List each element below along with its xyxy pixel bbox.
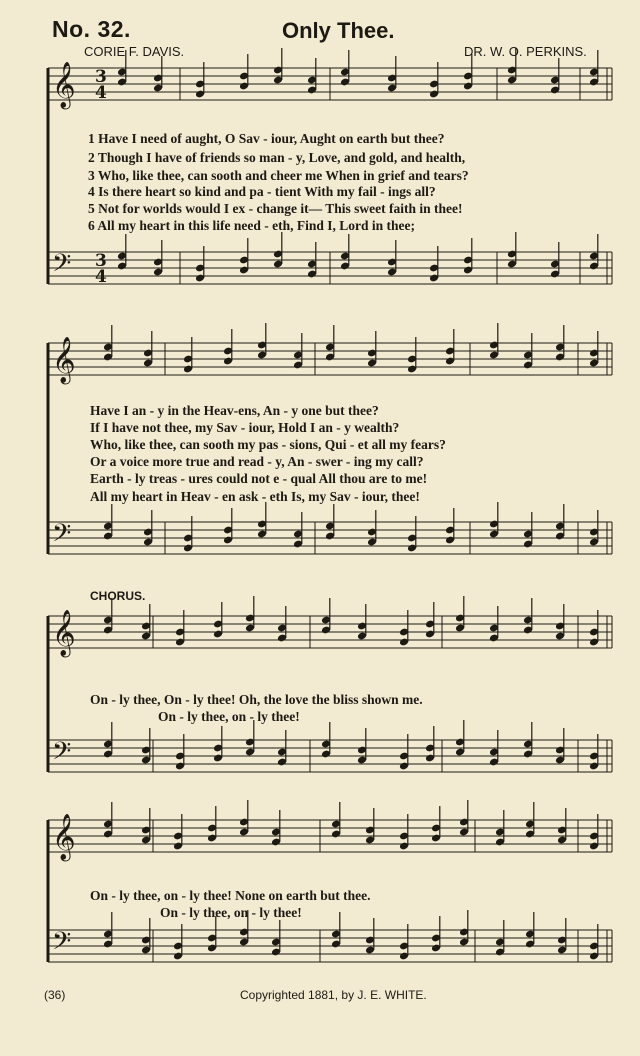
bass-staff (48, 249, 612, 284)
treble-notes (103, 800, 599, 850)
verse-line: If I have not thee, my Sav - iour, Hold I an - y wealth? (90, 420, 400, 435)
chorus-lyric-upper: On - ly thee, On - ly thee! Oh, the love the bliss shown me. (90, 692, 423, 707)
treble-clef-icon: 𝄞 (52, 814, 76, 860)
verse-line: Or a voice more true and read - y, An - swer - ing my call? (90, 454, 424, 469)
page-number: (36) (44, 988, 66, 1002)
verse-line: Who, like thee, can sooth my pas - sions, Qui - et all my fears? (90, 437, 446, 452)
hymn-title: Only Thee. (282, 18, 395, 43)
verse-line: Earth - ly treas - ures could not e - qual All thou are to me! (90, 471, 428, 486)
composer-credit: DR. W. O. PERKINS. (464, 44, 587, 59)
verse-line: 4 Is there heart so kind and pa - tient With my fail - ings all? (88, 184, 436, 199)
time-signature: 3 (95, 67, 107, 87)
treble-staff (48, 814, 612, 862)
copyright-notice: Copyrighted 1881, by J. E. WHITE. (240, 988, 427, 1002)
lyricist-credit: CORIE F. DAVIS. (84, 44, 185, 59)
treble-notes (103, 323, 599, 373)
bass-clef-icon: 𝄢 (52, 737, 72, 772)
verse-line: All my heart in Heav - en ask - eth Is, my Sav - iour, thee! (90, 489, 420, 504)
chorus-lyric-lower: On - ly thee, on - ly thee! (158, 709, 300, 724)
chorus-lyric-upper: On - ly thee, on - ly thee! None on earth but thee. (90, 888, 371, 903)
time-signature: 4 (95, 267, 107, 287)
chorus-label: CHORUS. (90, 589, 146, 603)
hymn-number: No. 32. (52, 16, 131, 42)
time-signature: 4 (95, 83, 107, 103)
verse-line: 5 Not for worlds would I ex - change it— This sweet faith in thee! (88, 201, 463, 216)
verse-line: 2 Though I have of friends so man - y, Love, and gold, and health, (88, 150, 466, 165)
treble-staff (48, 62, 612, 110)
treble-clef-icon: 𝄞 (52, 610, 76, 656)
bass-notes (103, 720, 599, 770)
treble-clef-icon: 𝄞 (52, 337, 76, 383)
bass-clef-icon: 𝄢 (52, 249, 72, 284)
treble-clef-icon: 𝄞 (52, 62, 76, 108)
treble-notes (103, 596, 599, 646)
verse-line: 3 Who, like thee, can sooth and cheer me When in grief and tears? (88, 168, 469, 183)
chorus-lyric-lower: On - ly thee, on - ly thee! (160, 905, 302, 920)
time-signature: 3 (95, 251, 107, 271)
bass-clef-icon: 𝄢 (52, 927, 72, 962)
bass-notes (103, 502, 599, 552)
bass-notes (117, 232, 599, 282)
verse-line: 6 All my heart in this life need - eth, Find I, Lord in thee; (88, 218, 415, 233)
verse-line: 1 Have I need of aught, O Sav - iour, Aught on earth but thee? (88, 131, 445, 146)
bass-clef-icon: 𝄢 (52, 519, 72, 554)
verse-line: Have I an - y in the Heav-ens, An - y one but thee? (90, 403, 379, 418)
